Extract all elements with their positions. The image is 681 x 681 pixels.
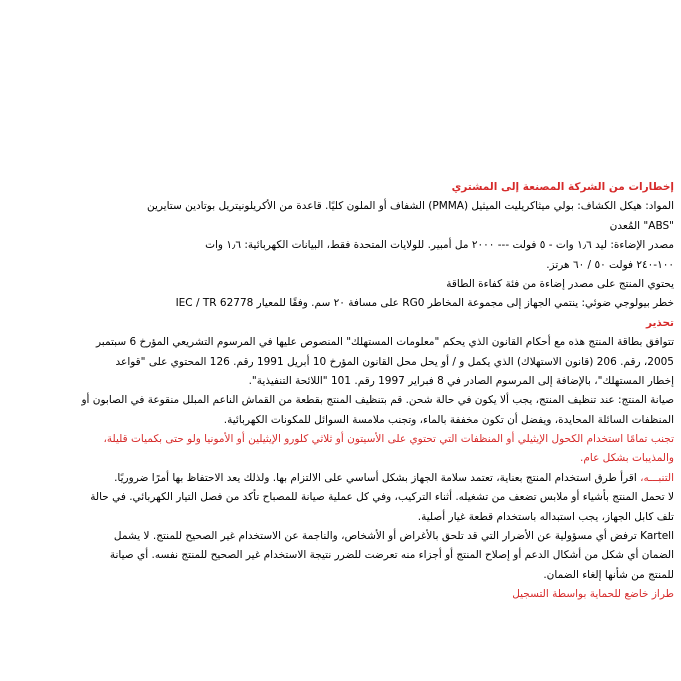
photobiological-risk-line: خطر بيولوجي ضوئي: ينتمي الجهاز إلى مجموعة المخاطر RG0 على مسافة ٢٠ سم. وفقًا للمعيار IEC / TR 62778 (175, 297, 674, 310)
cleaning-warning-line-1: تجنب تمامًا استخدام الكحول الإيثيلي أو المنظفات التي تحتوي على الأسيتون أو ثلاثي كلورو الإيثيلين أو الأمونيا ولو حتى بكميات قليلة، (103, 433, 674, 446)
materials-line-1: المواد: هيكل الكشاف: بولي ميثاكريليت الميثيل (PMMA) الشفاف أو الملون كليًا. قاعدة من الأكريلونيتريل بوتادين ستايرين (146, 200, 674, 213)
liability-line-3: للمنتج من شأنها إلغاء الضمان. (543, 568, 674, 581)
light-source-line-2: ١٠٠-٢٤٠ فولت ٥٠ / ٦٠ هرتز. (546, 258, 674, 271)
registered-design-line: طراز خاضع للحماية بواسطة التسجيل (512, 588, 674, 601)
warning-heading: تحذير (645, 316, 674, 329)
materials-line-2: "ABS" المُعدن (609, 219, 674, 232)
usage-instructions-line (8, 469, 674, 488)
liability-line-2: الضمان أي شكل من أشكال الدعم أو إصلاح المنتج أو أجزاء منه تعرضت للضرر نتيجة الاستخدام غير الصحيح للمنتج نفسه. أي صيانة (109, 549, 674, 562)
attention-label: التنبـــه، (640, 471, 674, 484)
consumer-info-line-3: إخطار المستهلك"، بالإضافة إلى المرسوم الصادر في 8 فبراير 1997 رقم. 101 "اللائحة التنفيذية". (248, 374, 674, 387)
maintenance-line-2: المنظفات السائلة المحايدة، ويفضل أن تكون مخففة بالماء، وتجنب ملامسة السوائل للمكونات الكهربائية. (223, 413, 674, 426)
consumer-info-line-1: تتوافق بطاقة المنتج هذه مع أحكام القانون الذي يحكم "معلومات المستهلك" المنصوص عليها في المرسوم التشريعي المؤرخ 6 سبتمبر (95, 336, 674, 349)
usage-instructions-text: اقرأ طرق استخدام المنتج بعناية، تعتمد سلامة الجهاز بشكل أساسي على الالتزام بها. ولذلك يعد الاحتفاظ بها أمرًا ضروريًا. (114, 471, 641, 484)
document-text-block (8, 178, 674, 605)
cleaning-warning-line-2: والمذيبات بشكل عام. (580, 452, 674, 465)
installation-line-2: تلف كابل الجهاز، يجب استبداله باستخدام قطعة غيار أصلية. (417, 510, 674, 523)
notice-heading: إخطارات من الشركة المصنعة إلى المشتري (451, 181, 674, 193)
consumer-info-line-2: 2005، رقم. 206 (قانون الاستهلاك) الذي يكمل و / أو يحل محل القانون المؤرخ 10 أبريل 1991 رقم. 126 المحتوي على "قواعد (115, 355, 674, 368)
light-source-line-1: مصدر الإضاءة: ليد ١٫٦ وات - ٥ فولت --- ٢٠٠٠ مل أمبير. للولايات المتحدة فقط، البيانات الكهربائية: ١٫٦ وات (205, 239, 674, 252)
maintenance-line-1: صيانة المنتج: عند تنظيف المنتج، يجب ألا يكون في حالة شحن. قم بتنظيف المنتج بقطعة من القماش الناعم المبلل منقوعة في الصابون أو (81, 394, 674, 407)
energy-class-line: يحتوي المنتج على مصدر إضاءة من فئة كفاءة الطاقة (446, 277, 674, 290)
liability-line-1: Kartell ترفض أي مسؤولية عن الأضرار التي قد تلحق بالأغراض أو الأشخاص، والناجمة عن الاستخدام غير الصحيح للمنتج. لا يشمل (113, 530, 674, 543)
installation-line-1: لا تحمل المنتج بأشياء أو ملابس تضعف من تشغيله. أثناء التركيب، وفي كل عملية صيانة للمصباح تأكد من فصل التيار الكهربائي. في حالة (90, 491, 674, 504)
